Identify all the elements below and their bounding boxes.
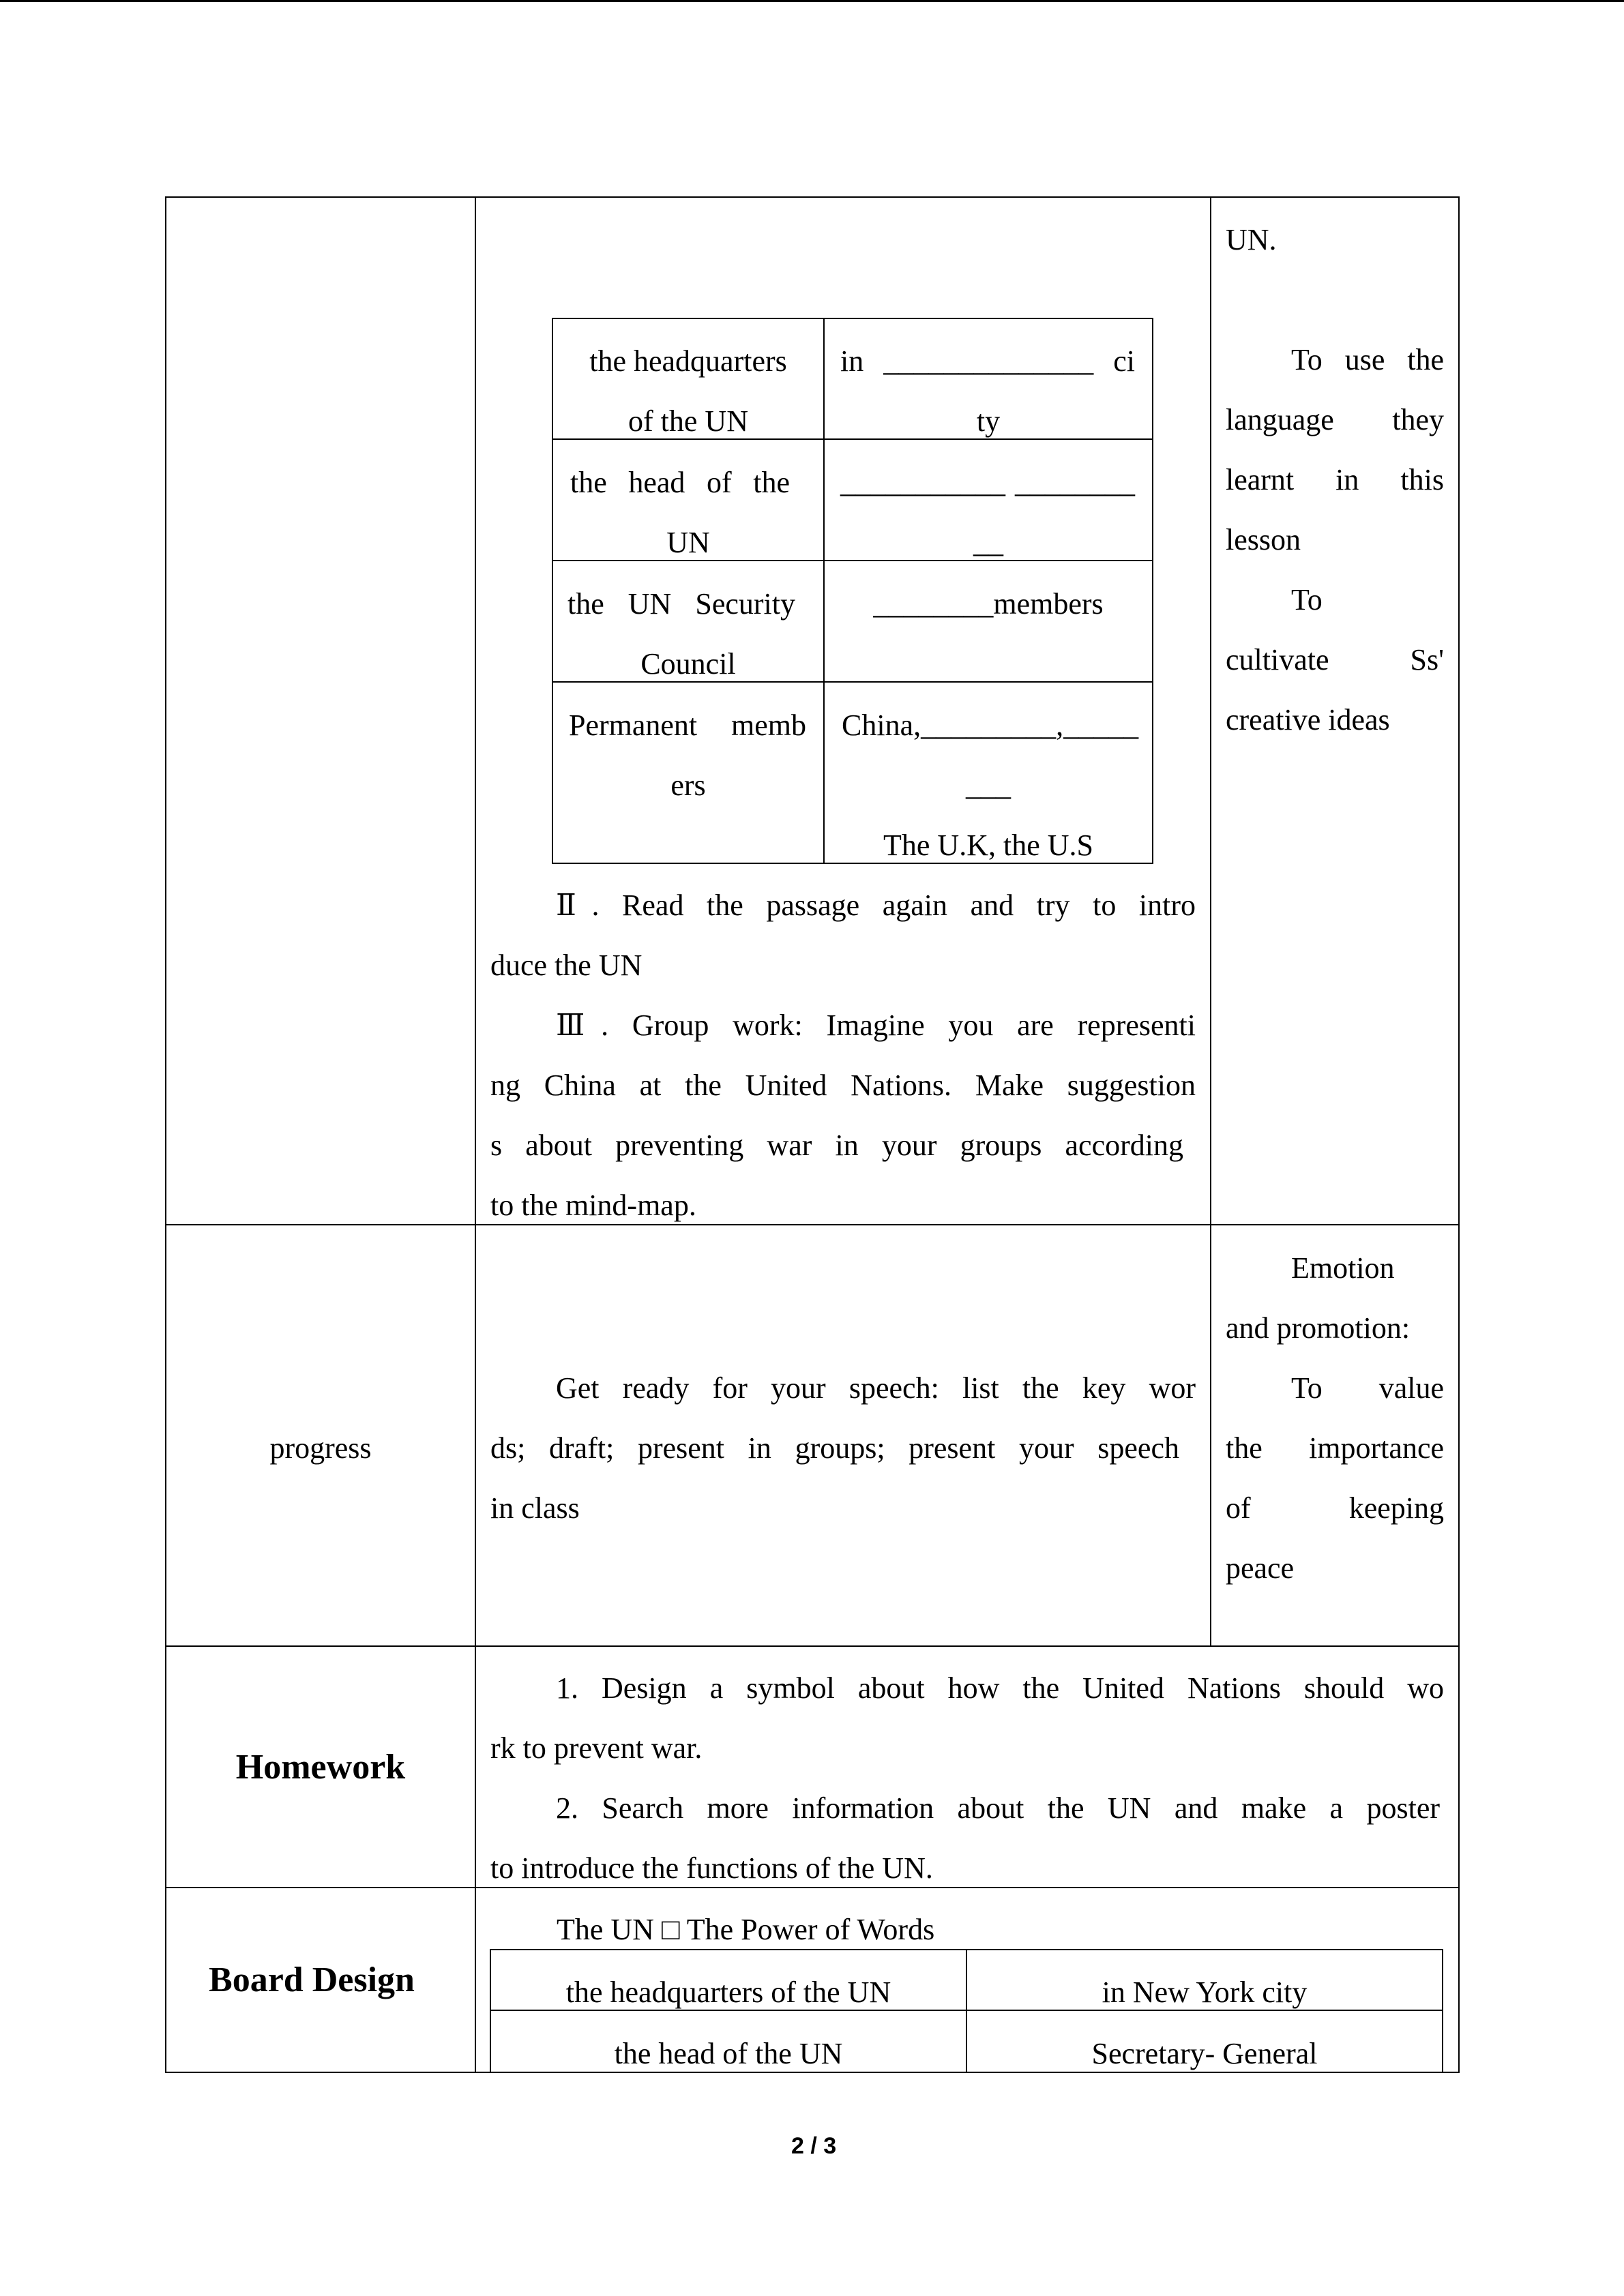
fill-row-blank: in ______________ ci (840, 344, 1135, 378)
board-row-cell: the headquarters of the UN (565, 1976, 891, 2009)
fill-row-label: Permanent memb (569, 709, 806, 742)
board-row-cell: Secretary- General (1091, 2037, 1318, 2070)
homework-label: Homework (235, 1748, 406, 1787)
board-design-title: The UN □ The Power of Words (557, 1913, 935, 1946)
board-row-cell: the head of the UN (614, 2037, 843, 2070)
fill-row-label: the headquarters (589, 344, 787, 378)
fill-row-label: the UN Security (567, 587, 795, 621)
board-design-label: Board Design (209, 1960, 415, 1999)
fill-row-blank: __ (973, 526, 1003, 559)
board-row-cell: in New York city (1102, 1976, 1308, 2009)
fill-row-label: ers (670, 769, 706, 802)
fill-row-label: the head of the (570, 466, 790, 499)
page-number: 2 / 3 (791, 2133, 837, 2159)
objective-un: UN. (1226, 223, 1277, 256)
fill-row-label: UN (666, 526, 710, 559)
progress-label: progress (269, 1431, 372, 1465)
fill-row-blank: ___________ ________ (840, 466, 1135, 499)
fill-row-blank: ________members (873, 587, 1104, 621)
fill-row-label: of the UN (628, 404, 748, 438)
fill-row-label: Council (640, 647, 736, 681)
fill-row-blank: China,_________,_____ (842, 709, 1139, 742)
page-top-rule (0, 0, 1624, 2)
fill-row-blank: ___ (966, 769, 1011, 802)
fill-row-blank: The U.K, the U.S (883, 829, 1093, 862)
fill-row-blank: ty (976, 404, 1001, 438)
